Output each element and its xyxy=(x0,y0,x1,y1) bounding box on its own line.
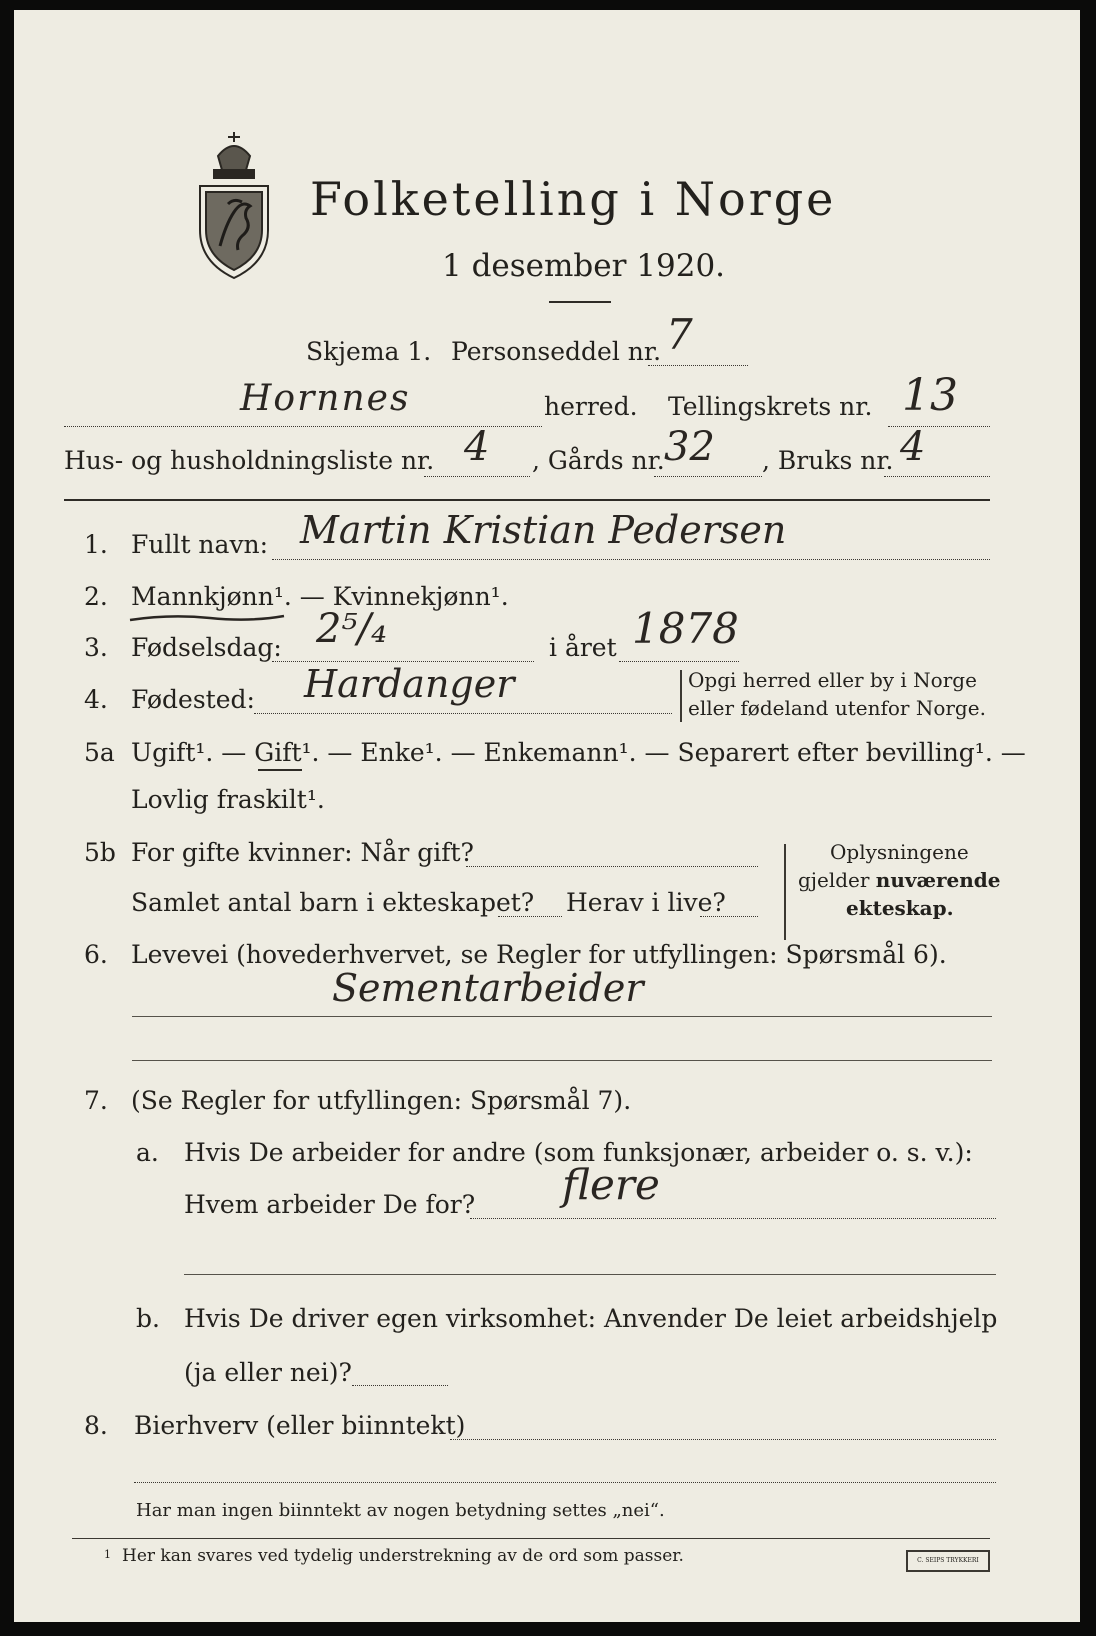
q5b-number: 5b xyxy=(84,838,116,867)
q5b-note-brace xyxy=(784,844,786,940)
q7a-employer-value[interactable]: flere xyxy=(562,1160,660,1209)
bruks-label: , Bruks nr. xyxy=(762,446,894,475)
q7b-line2: (ja eller nei)? xyxy=(184,1358,352,1387)
skjema-label: Skjema 1. xyxy=(306,337,432,366)
q7a-line2: Hvem arbeider De for? xyxy=(184,1190,476,1219)
q2-underline-mark xyxy=(128,612,288,626)
q5a-line2: Lovlig fraskilt¹. xyxy=(131,785,325,814)
census-date: 1 desember 1920. xyxy=(442,248,726,284)
q3-year-line xyxy=(619,661,739,662)
herred-value[interactable]: Hornnes xyxy=(240,378,411,419)
q1-line xyxy=(272,559,990,560)
q3-label: Fødselsdag: xyxy=(131,633,282,662)
q4-note-line2: eller fødeland utenfor Norge. xyxy=(688,696,986,720)
gards-label: , Gårds nr. xyxy=(532,446,665,475)
norway-coat-of-arms-icon xyxy=(188,126,280,284)
q5b-note-nuvaerende: nuværende xyxy=(875,868,1001,892)
q6-occupation-value[interactable]: Sementarbeider xyxy=(332,966,644,1010)
q7-number: 7. xyxy=(84,1086,108,1115)
tellingskrets-value[interactable]: 13 xyxy=(902,370,958,421)
q5b-married-line xyxy=(466,866,758,867)
bruks-value[interactable]: 4 xyxy=(900,424,926,470)
footnote-text: Her kan svares ved tydelig understrekning av de ord som passer. xyxy=(122,1546,684,1566)
q7b-letter: b. xyxy=(136,1304,160,1333)
q3-birthdate-value[interactable]: 2⁵/₄ xyxy=(316,606,387,652)
hus-label: Hus- og husholdningsliste nr. xyxy=(64,446,435,475)
hus-value[interactable]: 4 xyxy=(464,424,490,470)
q4-line xyxy=(254,713,672,714)
q3-year-value[interactable]: 1878 xyxy=(632,604,739,653)
census-form-page xyxy=(14,10,1080,1622)
q7b-answer-line xyxy=(352,1385,448,1386)
bruks-line xyxy=(884,476,990,477)
q4-birthplace-value[interactable]: Hardanger xyxy=(304,662,515,706)
q5b-children-line xyxy=(498,916,562,917)
q4-note-line1: Opgi herred eller by i Norge xyxy=(688,668,977,692)
q2-number: 2. xyxy=(84,582,108,611)
q4-note-brace xyxy=(680,670,682,722)
personseddel-line xyxy=(648,365,748,366)
q8-extra-line xyxy=(134,1482,996,1483)
q7a-extra-line xyxy=(184,1274,996,1275)
q5b-line1: For gifte kvinner: Når gift? xyxy=(131,838,474,867)
herred-label: herred. xyxy=(544,392,638,421)
q6-number: 6. xyxy=(84,940,108,969)
q8-label: Bierhverv (eller biinntekt) xyxy=(134,1411,466,1440)
q6-line1 xyxy=(132,1016,992,1017)
tellingskrets-label: Tellingskrets nr. xyxy=(668,392,873,421)
q7a-line1: Hvis De arbeider for andre (som funksjonær, arbeider o. s. v.): xyxy=(184,1138,973,1167)
q5b-alive-label: Herav i live? xyxy=(566,888,726,917)
q7a-employer-line xyxy=(470,1218,996,1219)
header-separator xyxy=(64,499,990,501)
footnote-mark: 1 xyxy=(104,1548,111,1561)
q4-number: 4. xyxy=(84,685,108,714)
q7a-letter: a. xyxy=(136,1138,159,1167)
title-divider xyxy=(549,301,611,303)
personseddel-label: Personseddel nr. xyxy=(451,337,662,366)
hus-line xyxy=(424,476,530,477)
q1-label: Fullt navn: xyxy=(131,530,269,559)
gards-line xyxy=(654,476,762,477)
gards-value[interactable]: 32 xyxy=(664,424,715,470)
page-title: Folketelling i Norge xyxy=(310,172,837,226)
footer-divider xyxy=(72,1538,990,1539)
q7b-line1: Hvis De driver egen virksomhet: Anvender De leiet arbeidshjelp xyxy=(184,1304,998,1333)
footer-note: Har man ingen biinntekt av nogen betydning settes „nei“. xyxy=(136,1500,665,1521)
q5a-marital-options: Ugift¹. — Gift¹. — Enke¹. — Enkemann¹. — Separert efter bevilling¹. — xyxy=(131,738,1026,767)
q3-year-label: i året xyxy=(549,633,617,662)
q1-full-name-value[interactable]: Martin Kristian Pedersen xyxy=(300,508,787,552)
q5b-note-line3: ekteskap. xyxy=(846,896,954,920)
q5b-note-gjelder: gjelder xyxy=(798,868,876,892)
q5a-number: 5a xyxy=(84,738,115,767)
q5b-children-label: Samlet antal barn i ekteskapet? xyxy=(131,888,535,917)
q5b-alive-line xyxy=(700,916,758,917)
q5b-note-line1: Oplysningene xyxy=(830,840,969,864)
personseddel-value[interactable]: 7 xyxy=(666,310,693,359)
q6-line2 xyxy=(132,1060,992,1061)
q8-line xyxy=(450,1439,996,1440)
q2-gender-options: Mannkjønn¹. — Kvinnekjønn¹. xyxy=(131,582,509,611)
q5b-note-line2 xyxy=(798,868,1001,892)
q5a-gift-underline xyxy=(258,769,302,771)
q1-number: 1. xyxy=(84,530,108,559)
q4-label: Fødested: xyxy=(131,685,255,714)
q8-number: 8. xyxy=(84,1411,108,1440)
q6-label: Levevei (hovederhvervet, se Regler for utfyllingen: Spørsmål 6). xyxy=(131,940,947,969)
printer-stamp: C. SEIPS TRYKKERI xyxy=(906,1550,990,1572)
q3-number: 3. xyxy=(84,633,108,662)
q7-label: (Se Regler for utfyllingen: Spørsmål 7). xyxy=(131,1086,632,1115)
